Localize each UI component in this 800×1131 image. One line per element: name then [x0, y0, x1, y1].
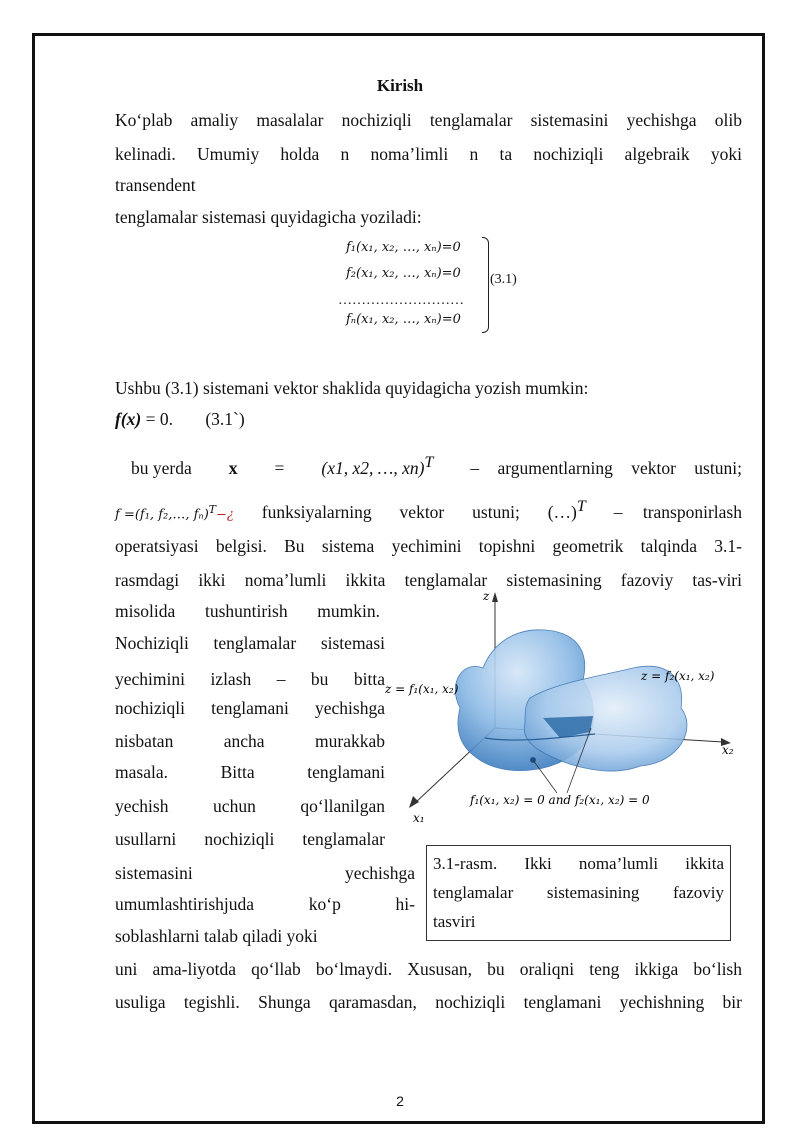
axis-z-label: z [483, 589, 490, 603]
paragraph-line: misolida tushuntirish mumkin. [115, 601, 380, 621]
left-column-line: nisbatan ancha murakkab [115, 731, 385, 751]
transpose-mark: T [576, 498, 586, 515]
label-f1: z = f₁(x₁, x₂) [385, 682, 459, 696]
left-column-line: usullarni nochiziqli tenglamalar [115, 829, 385, 849]
vector-equation [115, 408, 742, 430]
paragraph-line [115, 496, 742, 526]
x1-arrowhead [409, 796, 419, 808]
label-f2: z = f₂(x₁, x₂) [641, 669, 715, 683]
paragraph-line: Ko‘plab amaliy masalalar nochiziqli tenglamalar sistemasini yechishga olib [115, 110, 742, 130]
equals-sign: = [274, 457, 285, 478]
left-column-line: umumlashtirishjuda ko‘p hi- [115, 894, 415, 914]
paragraph-line: usuliga tegishli. Shunga qaramasdan, nochiziqli tenglamani yechishning bir [115, 992, 742, 1012]
axis-x2-label: x₂ [722, 743, 734, 757]
section-title: Kirish [376, 76, 424, 95]
para1-line2: kelinadi. Umumiy holda n noma’limli n ta nochiziqli algebraik yoki [115, 144, 742, 164]
word: ustuni; [472, 501, 520, 522]
system-equation-n: fₙ(x₁, x₂, …, xₙ)=0 [346, 312, 461, 327]
transpose-description: – transponirlash [613, 501, 742, 522]
paragraph-line [115, 143, 742, 165]
artifact-symbol: −¿ [216, 506, 234, 522]
word: vektor [399, 501, 445, 522]
left-column-line: Nochiziqli tenglamalar sistemasi [115, 633, 385, 653]
left-column-line: yechimini izlash – bu bitta [115, 669, 385, 689]
system-brace [482, 237, 489, 333]
transpose-mark: T [424, 454, 434, 471]
system-equation-1: f₁(x₁, x₂, …, xₙ)=0 [346, 240, 461, 255]
caption-line: tenglamalar sistemasining fazoviy [433, 883, 724, 902]
vector-eq-rhs: = 0. [141, 409, 173, 429]
caption-line: 3.1-rasm. Ikki noma’lumli ikkita [433, 854, 724, 873]
vector-x: x [228, 457, 238, 478]
argument-description: – argumentlarning vektor ustuni; [470, 457, 742, 478]
axis-x1-label: x₁ [413, 811, 425, 825]
paragraph-line: Ushbu (3.1) sistemani vektor shaklida quyidagicha yozish mumkin: [115, 378, 589, 398]
equation-number: (3.1) [490, 272, 517, 287]
left-column-line: sistemasini yechishga [115, 863, 415, 883]
system-dots: ……………………… [338, 293, 464, 308]
paragraph-line: uni ama-liyotda qo‘llab bo‘lmaydi. Xususan, bu oraliqni teng ikkiga bo‘lish [115, 959, 742, 979]
transpose-mark: T [208, 502, 217, 516]
figure-caption [426, 845, 731, 941]
paragraph-line: tenglamalar sistemasi quyidagicha yoziladi: [115, 207, 422, 227]
ellipsis-parens: (…) [547, 501, 577, 522]
paragraph-line: rasmdagi ikki noma’lumli ikkita tenglamalar sistemasining fazoviy tas-viri [115, 570, 742, 590]
caption-line: tasviri [433, 912, 476, 931]
word: funksiyalarning [261, 501, 372, 522]
vector-eq-number: (3.1`) [205, 409, 245, 429]
z-arrowhead [492, 592, 498, 602]
left-column-line: yechish uchun qo‘llanilgan [115, 796, 385, 816]
surface-figure [385, 588, 750, 828]
bottom-label: f₁(x₁, x₂) = 0 and f₂(x₁, x₂) = 0 [470, 793, 650, 807]
argument-vector: (x1, x2, …, xn) [321, 457, 425, 478]
paragraph-line: operatsiyasi belgisi. Bu sistema yechimini topishni geometrik talqinda 3.1- [115, 536, 742, 556]
vector-eq-lhs: f(x) [115, 409, 142, 429]
system-equation-2: f₂(x₁, x₂, …, xₙ)=0 [346, 266, 461, 281]
text-bu-yerda: bu yerda [131, 457, 192, 478]
paragraph-line: transendent [115, 175, 196, 195]
function-vector: f =(f₁, f₂,…, fₙ) [115, 506, 209, 522]
paragraph-line [131, 452, 742, 479]
page-number: 2 [396, 1093, 404, 1109]
left-column-line: masala. Bitta tenglamani [115, 762, 385, 782]
left-column-line: soblashlarni talab qiladi yoki [115, 926, 318, 946]
left-column-line: nochiziqli tenglamani yechishga [115, 698, 385, 718]
